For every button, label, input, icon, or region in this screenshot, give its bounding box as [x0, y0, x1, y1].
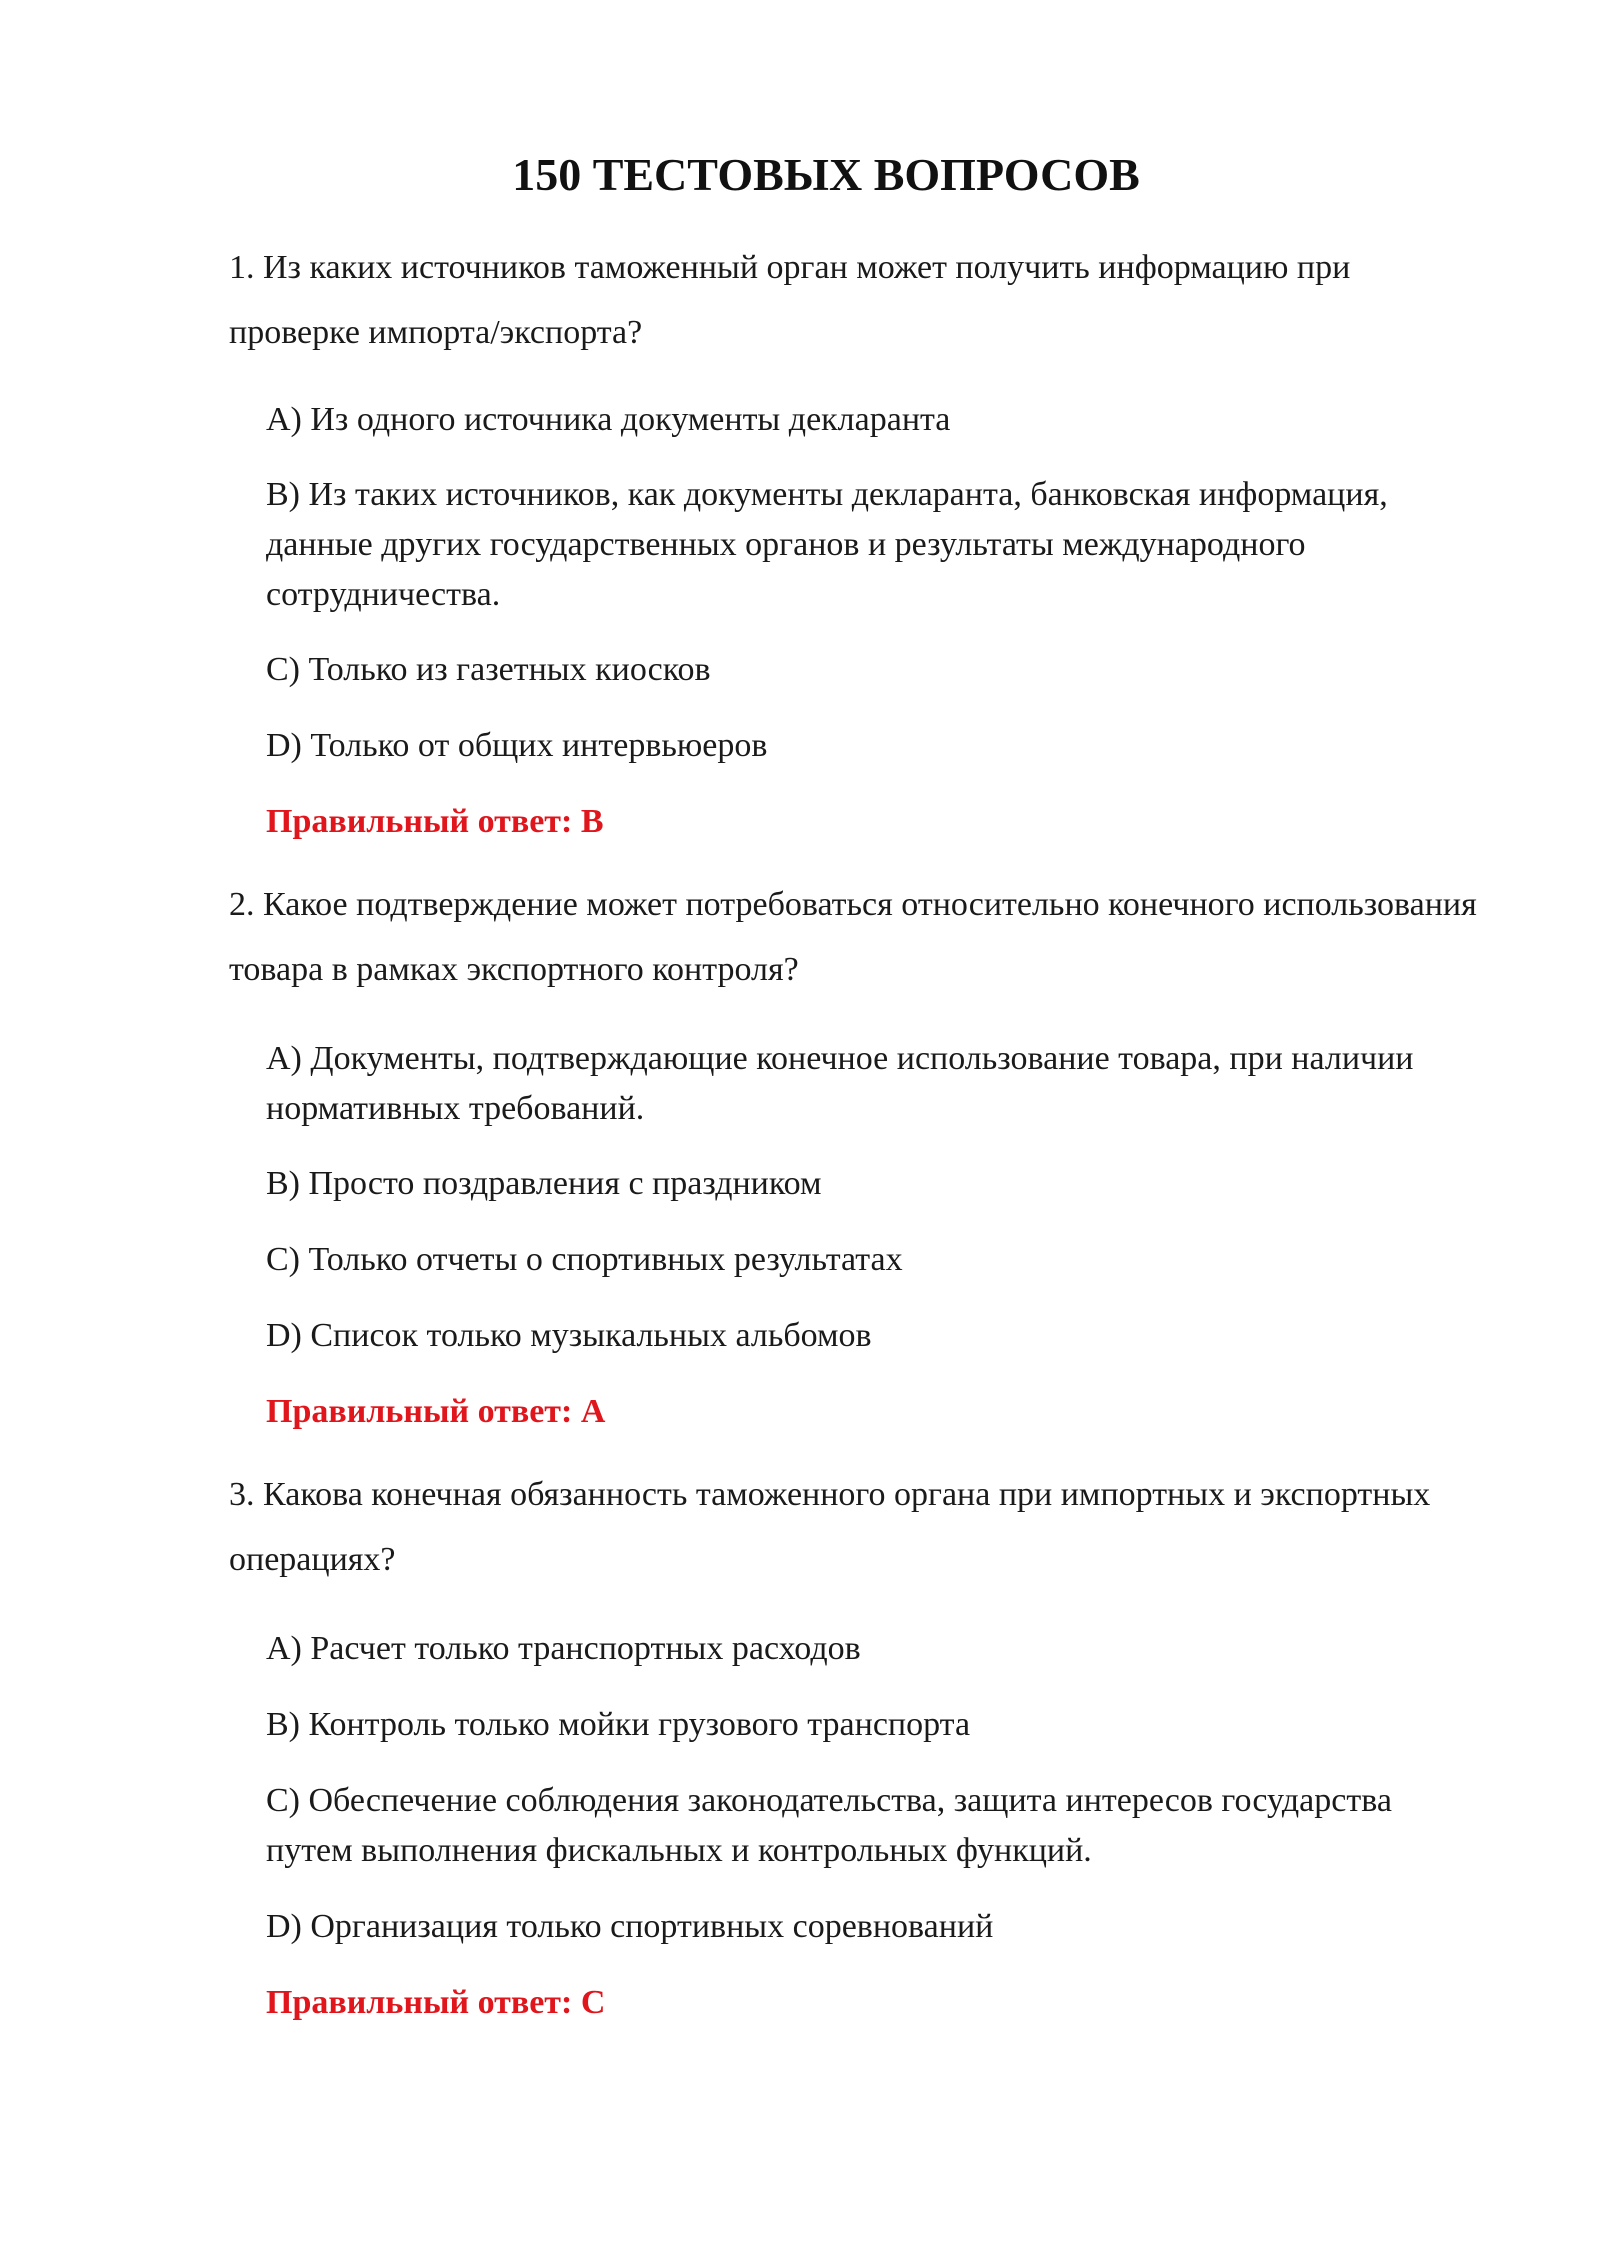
question-2-option-b: B) Просто поздравления с праздником — [266, 1165, 822, 1202]
question-1-option-d: D) Только от общих интервьюеров — [266, 727, 768, 764]
question-1-text: 1. Из каких источников таможенный орган может получить информацию при проверке импорта/экспорта? — [229, 249, 1351, 351]
question-3-option-d: D) Организация только спортивных соревнований — [266, 1908, 994, 1945]
question-2-answer: Правильный ответ: A — [266, 1393, 606, 1430]
question-2-text: 2. Какое подтверждение может потребоваться относительно конечного использования товара в рамках экспортного контроля? — [229, 886, 1477, 988]
question-3-option-b: B) Контроль только мойки грузового транспорта — [266, 1706, 971, 1743]
question-1-answer: Правильный ответ: B — [266, 803, 604, 840]
question-3-option-a: A) Расчет только транспортных расходов — [266, 1630, 861, 1667]
question-3-option-c: C) Обеспечение соблюдения законодательства, защита интересов государства путем выполнения фискальных и контрольных функций. — [266, 1782, 1392, 1869]
question-2-option-d: D) Список только музыкальных альбомов — [266, 1317, 872, 1354]
question-1-option-c: C) Только из газетных киосков — [266, 651, 711, 688]
question-1-option-b: B) Из таких источников, как документы декларанта, банковская информация, данные других государственных органов и результаты международного сотрудничества. — [266, 476, 1388, 613]
question-3-text: 3. Какова конечная обязанность таможенного органа при импортных и экспортных операциях? — [229, 1476, 1431, 1578]
question-3-answer: Правильный ответ: C — [266, 1984, 606, 2021]
question-1-option-a: A) Из одного источника документы декларанта — [266, 401, 951, 438]
question-2-option-c: C) Только отчеты о спортивных результатах — [266, 1241, 903, 1278]
page-title: 150 ТЕСТОВЫХ ВОПРОСОВ — [512, 149, 1140, 200]
question-2-option-a: A) Документы, подтверждающие конечное использование товара, при наличии нормативных требований. — [266, 1040, 1414, 1127]
